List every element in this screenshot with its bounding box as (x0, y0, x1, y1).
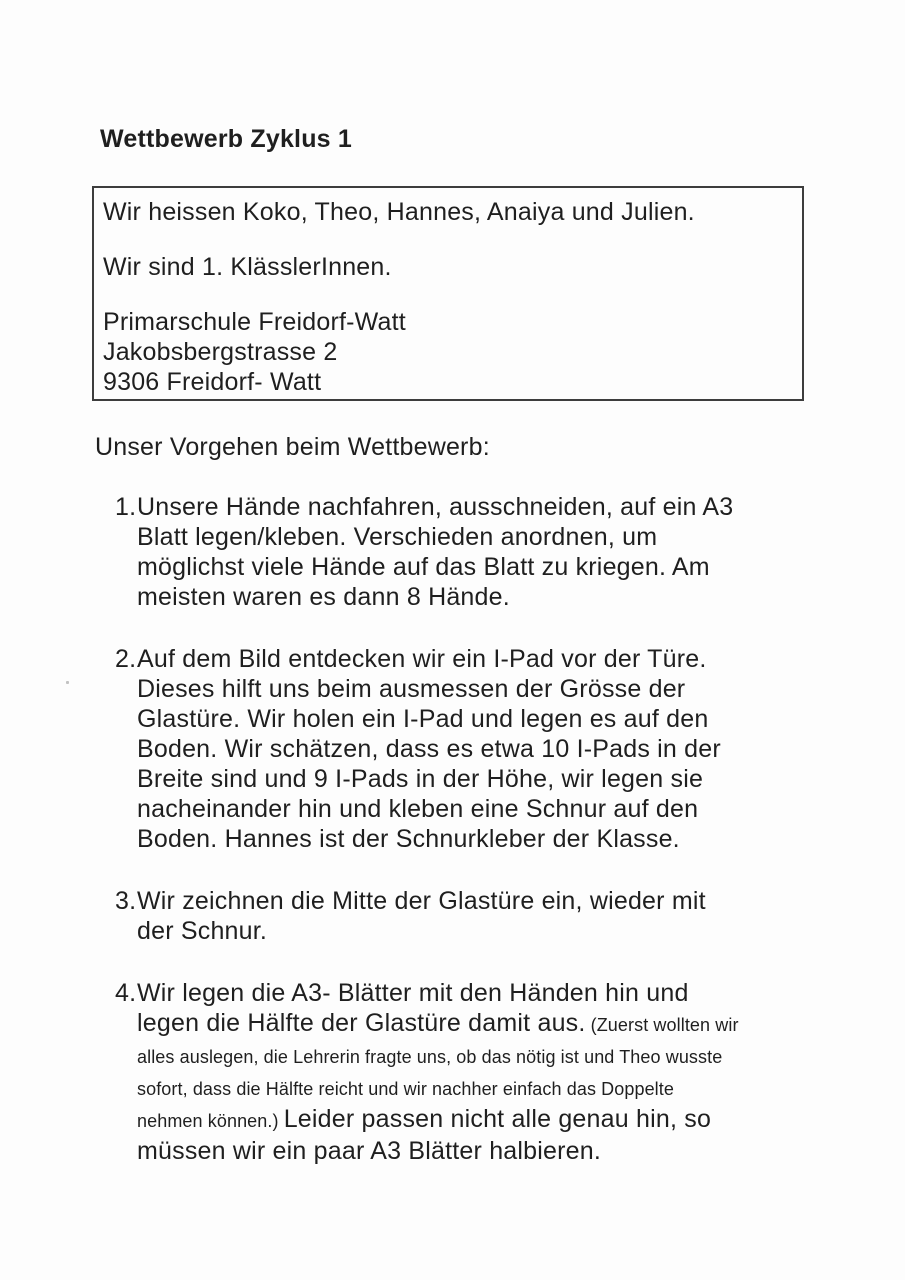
infobox-address-line-school: Primarschule Freidorf-Watt (103, 308, 406, 336)
step-4-text-main: Wir legen die A3- Blätter mit den Händen hin und legen die Hälfte der Glastüre damit aus. (137, 979, 689, 1037)
infobox-address (103, 307, 788, 397)
steps-list (115, 492, 905, 1166)
infobox-class-line: Wir sind 1. KlässlerInnen. (103, 253, 392, 281)
infobox-names-line: Wir heissen Koko, Theo, Hannes, Anaiya und Julien. (103, 198, 695, 226)
procedure-heading: Unser Vorgehen beim Wettbewerb: (95, 433, 490, 461)
infobox-address-line-street: Jakobsbergstrasse 2 (103, 338, 338, 366)
step-item-1 (115, 492, 905, 612)
step-item-2 (115, 644, 905, 854)
step-number: 2. (115, 645, 137, 673)
step-text: Wir zeichnen die Mitte der Glastüre ein, wieder mit der Schnur. (137, 887, 706, 945)
step-item-4 (115, 978, 905, 1166)
infobox-address-line-city: 9306 Freidorf- Watt (103, 368, 322, 396)
step-number: 3. (115, 887, 137, 915)
step-4-parenthetical-note: (Zuerst wollten wir alles auslegen, die Lehrerin fragte uns, ob das nötig ist und Theo wusste sofort, dass die Hälfte reicht und wir nachher einfach das Doppelte nehmen können.) (137, 1015, 739, 1131)
step-item-3 (115, 886, 905, 946)
step-number: 1. (115, 493, 137, 521)
step-text: Auf dem Bild entdecken wir ein I-Pad vor der Türe. Dieses hilft uns beim ausmessen der Grösse der Glastüre. Wir holen ein I-Pad und legen es auf den Boden. Wir schätzen, dass es etwa 10 I-Pads in der Breite sind und 9 I-Pads in der Höhe, wir legen sie nacheinander hin und kleben eine Schnur auf den Boden. Hannes ist der Schnurkleber der Klasse. (137, 645, 721, 853)
step-text (137, 978, 742, 1166)
step-number: 4. (115, 979, 137, 1007)
step-text: Unsere Hände nachfahren, ausschneiden, auf ein A3 Blatt legen/kleben. Verschieden anordnen, um möglichst viele Hände auf das Blatt zu kriegen. Am meisten waren es dann 8 Hände. (137, 493, 734, 611)
info-box (92, 186, 804, 401)
page-title: Wettbewerb Zyklus 1 (100, 125, 353, 153)
step-4-text-end: Leider passen nicht alle genau hin, so müssen wir ein paar A3 Blätter halbieren. (137, 1105, 712, 1165)
scan-artifact-speck (66, 681, 69, 684)
